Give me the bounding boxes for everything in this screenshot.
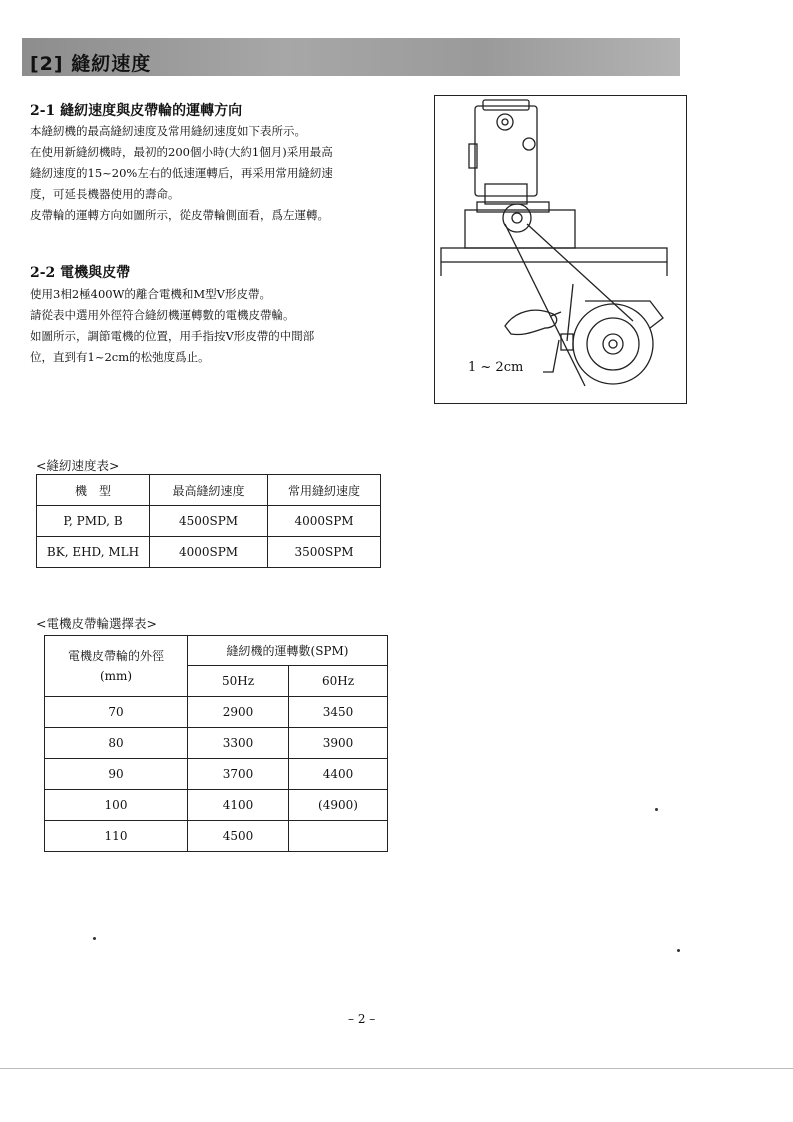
table-cell: BK, EHD, MLH xyxy=(37,537,150,568)
paragraph-line: 如圖所示，調節電機的位置，用手指按V形皮帶的中間部 xyxy=(30,329,315,343)
section-2-2-body xyxy=(30,284,314,368)
section-title: [2] 縫紉速度 xyxy=(30,53,152,75)
paragraph-line: 請從表中選用外徑符合縫紉機運轉數的電機皮帶輪。 xyxy=(30,308,295,322)
table-cell: 3500SPM xyxy=(268,537,381,568)
scan-speck xyxy=(655,808,658,811)
table-cell: 4000SPM xyxy=(268,506,381,537)
table-cell: 70 xyxy=(45,697,188,728)
paragraph-line: 位，直到有1~2cm的松弛度爲止。 xyxy=(30,350,210,364)
table-cell: 3300 xyxy=(188,728,289,759)
section-heading-2-1: 2-1 縫紉速度與皮帶輪的運轉方向 xyxy=(30,103,243,119)
speed-table xyxy=(36,474,381,568)
header-unit: (mm) xyxy=(99,669,133,683)
table-cell: 3450 xyxy=(289,697,388,728)
paragraph-line: 使用3相2極400W的離合電機和M型V形皮帶。 xyxy=(30,287,271,301)
machine-belt-figure xyxy=(434,95,687,404)
table-cell: 80 xyxy=(45,728,188,759)
table-row xyxy=(45,728,388,759)
pulley-table xyxy=(44,635,388,852)
header-cell: 機 型 xyxy=(37,475,150,506)
table-cell xyxy=(289,821,388,852)
header-cell-pulley-diameter xyxy=(45,636,188,697)
table-row xyxy=(45,790,388,821)
table-row xyxy=(37,506,381,537)
slack-measure-label: 1 ~ 2cm xyxy=(468,360,524,375)
scan-speck xyxy=(93,937,96,940)
table-row xyxy=(37,537,381,568)
table-cell: 90 xyxy=(45,759,188,790)
table-cell: 3900 xyxy=(289,728,388,759)
table-cell: 110 xyxy=(45,821,188,852)
table-cell: 4100 xyxy=(188,790,289,821)
table-cell: 100 xyxy=(45,790,188,821)
table-cell: 4500SPM xyxy=(150,506,268,537)
page-number: – 2 – xyxy=(348,1012,376,1026)
header-text: 電機皮帶輪的外徑 xyxy=(67,649,164,663)
table-row xyxy=(45,821,388,852)
table-cell: P, PMD, B xyxy=(37,506,150,537)
header-cell: 常用縫紉速度 xyxy=(268,475,381,506)
table-row xyxy=(45,759,388,790)
header-cell-spm: 縫紉機的運轉數(SPM) xyxy=(188,636,388,666)
bottom-rule xyxy=(0,1068,793,1069)
table-cell: 4500 xyxy=(188,821,289,852)
table-cell: 2900 xyxy=(188,697,289,728)
table-cell: (4900) xyxy=(289,790,388,821)
table-cell: 3700 xyxy=(188,759,289,790)
table-cell: 4400 xyxy=(289,759,388,790)
speed-table-caption: <縫紉速度表> xyxy=(36,458,120,473)
table-header-row xyxy=(45,636,388,666)
table-row xyxy=(45,697,388,728)
paragraph-line: 度，可延長機器使用的壽命。 xyxy=(30,187,180,201)
sewing-machine-illustration xyxy=(435,96,686,403)
paragraph-line: 在使用新縫紉機時，最初的200個小時(大約1個月)采用最高 xyxy=(30,145,333,159)
paragraph-line: 縫紉速度的15~20%左右的低速運轉后，再采用常用縫紉速 xyxy=(30,166,333,180)
table-header-row xyxy=(37,475,381,506)
table-cell: 4000SPM xyxy=(150,537,268,568)
scan-speck xyxy=(677,949,680,952)
section-heading-2-2: 2-2 電機與皮帶 xyxy=(30,265,131,281)
pulley-table-caption: <電機皮帶輪選擇表> xyxy=(36,616,157,631)
header-cell: 最高縫紉速度 xyxy=(150,475,268,506)
header-cell: 50Hz xyxy=(188,666,289,697)
paragraph-line: 皮帶輪的運轉方向如圖所示，從皮帶輪側面看，爲左運轉。 xyxy=(30,208,329,222)
header-cell: 60Hz xyxy=(289,666,388,697)
section-2-1-body xyxy=(30,121,333,226)
paragraph-line: 本縫紉機的最高縫紉速度及常用縫紉速度如下表所示。 xyxy=(30,124,306,138)
